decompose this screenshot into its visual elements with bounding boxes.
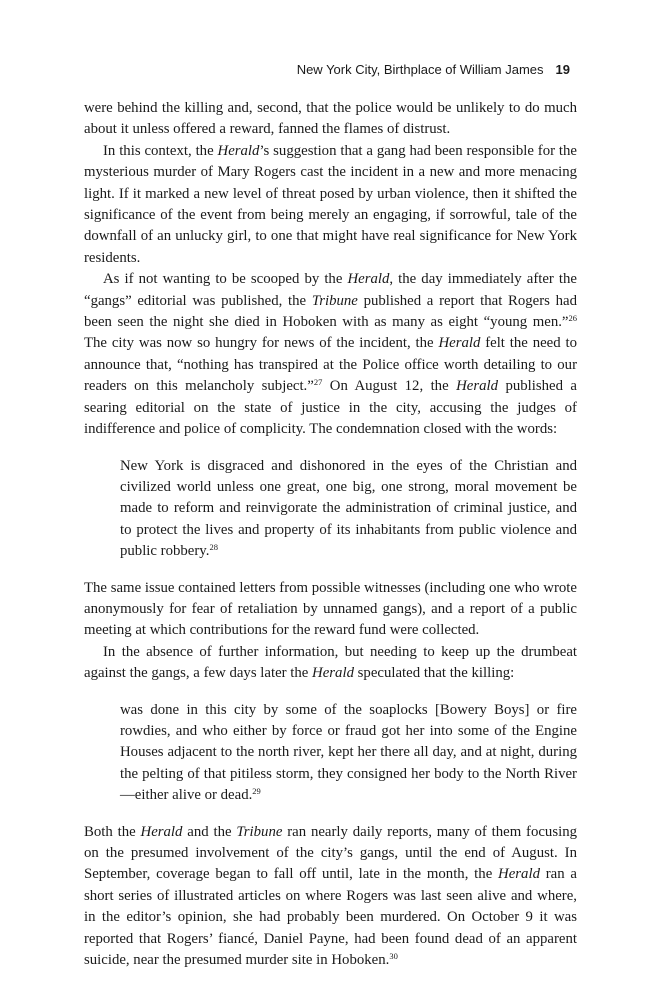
paragraph-5 xyxy=(84,642,577,685)
text-run: In this context, the xyxy=(103,142,218,159)
quote-text: was done in this city by some of the soaplocks [Bowery Boys] or fire rowdies, and who either by force or fraud got her into some of the Engine Houses adjacent to the north river, kept her there all day, and at night, during the pelting of that pitiless storm, they consigned her body to the North River—either alive or dead. xyxy=(120,701,577,804)
text-run: ’s suggestion that a gang had been responsible for the mysterious murder of Mary Rogers cast the incident in a new and more menacing light. If it marked a new level of threat posed by urban violence, then it shifted the significance of the event from being merely an engaging, if sorrowful, tale of the downfall of an unlucky girl, to one that might have real significance for New York residents. xyxy=(84,142,577,266)
paragraph-3 xyxy=(84,269,577,440)
text-run: speculated that the killing: xyxy=(353,665,515,682)
block-quote-2 xyxy=(120,700,577,807)
text-run: ran nearly daily reports, many of them focusing on the presumed involvement of the city’s gangs, until the end of August. In September, coverage began to fall off until, late in the month, the xyxy=(84,823,577,883)
text-run: published a report that Rogers had been seen the night she died in Hoboken with as many as eight “young men.” xyxy=(84,292,577,331)
text-run: On August 12, the xyxy=(322,378,457,395)
paragraph-6 xyxy=(84,822,577,972)
text-run: published a searing editorial on the state of justice in the city, accusing the judges of indifference and police of complicity. The condemnation closed with the words: xyxy=(84,378,577,438)
text-run: In the absence of further information, but needing to keep up the drumbeat against the gangs, a few days later the xyxy=(84,643,577,682)
italic-title: Tribune xyxy=(311,292,358,309)
italic-title: Herald xyxy=(312,665,354,682)
footnote-marker: 28 xyxy=(209,542,218,553)
text-run: Both the xyxy=(84,823,141,840)
body-text xyxy=(84,98,577,971)
italic-title: Tribune xyxy=(236,823,283,840)
text-run: felt the need to announce that, “nothing has transpired at the Police office worth detailing to our readers on this melancholy subject.” xyxy=(84,335,577,395)
text-run: As if not wanting to be scooped by the xyxy=(103,271,348,288)
italic-title: Herald xyxy=(438,335,481,352)
footnote-marker: 29 xyxy=(252,786,261,797)
text-run: and the xyxy=(182,823,237,840)
paragraph-4: The same issue contained letters from possible witnesses (including one who wrote anonymously for fear of retaliation by unnamed gangs), and a report of a public meeting at which contributions for the reward fund were collected. xyxy=(84,579,577,639)
italic-title: Herald xyxy=(498,866,540,883)
italic-title: Herald xyxy=(217,142,260,159)
paragraph-2 xyxy=(84,141,577,269)
text-run: The city was now so hungry for news of the incident, the xyxy=(84,335,439,352)
italic-title: Herald xyxy=(140,823,183,840)
italic-title: Herald xyxy=(456,378,499,395)
footnote-marker: 26 xyxy=(568,313,577,324)
footnote-marker: 30 xyxy=(389,951,398,962)
text-run: ran a short series of illustrated articles on where Rogers was last seen alive and where, in the editor’s opinion, she had probably been murdered. On October 9 it was reported that Rogers’ fiancé, Daniel Payne, had been found dead of an apparent suicide, near the presumed murder site in Hoboken. xyxy=(84,866,577,969)
text-run: , the day immediately after the “gangs” editorial was published, the xyxy=(84,271,577,309)
quote-text: New York is disgraced and dishonored in the eyes of the Christian and civilized world unless one great, one big, one strong, moral movement be made to reform and reinvigorate the administration of criminal justice, and to protect the lives and property of its inhabitants from public violence and public robbery. xyxy=(120,457,577,560)
running-head-title: New York City, Birthplace of William James xyxy=(296,62,544,77)
italic-title: Herald xyxy=(347,271,390,288)
block-quote-1 xyxy=(120,456,577,563)
page-number: 19 xyxy=(555,62,570,77)
footnote-marker: 27 xyxy=(313,377,323,388)
running-head xyxy=(297,62,570,77)
paragraph-1: were behind the killing and, second, that the police would be unlikely to do much about it unless offered a reward, fanned the flames of distrust. xyxy=(84,100,577,138)
